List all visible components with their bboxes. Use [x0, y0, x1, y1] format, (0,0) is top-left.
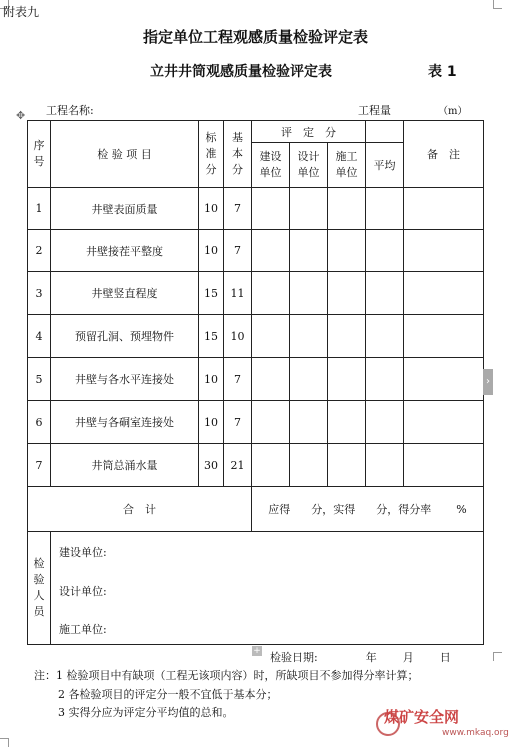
- annex-label: 附表九: [3, 5, 40, 19]
- remark-cell[interactable]: [404, 444, 484, 487]
- summary-percent: %: [456, 503, 467, 516]
- table-row: [28, 315, 484, 358]
- score-cell[interactable]: [252, 272, 290, 315]
- row-basic: 7: [224, 188, 252, 230]
- side-expand-tab[interactable]: ›: [483, 369, 493, 395]
- summary-actual: 分，实得: [311, 503, 356, 516]
- document-title: 指定单位工程观感质量检验评定表: [142, 28, 368, 46]
- remark-cell[interactable]: [404, 315, 484, 358]
- add-row-icon[interactable]: +: [253, 646, 261, 656]
- score-cell[interactable]: [366, 272, 404, 315]
- header-seq: 序 号: [28, 121, 51, 188]
- table-row: [28, 401, 484, 444]
- score-cell[interactable]: [366, 444, 404, 487]
- row-basic: 11: [224, 272, 252, 315]
- table-title: 立井井筒观感质量检验评定表: [150, 64, 332, 80]
- table-row: [28, 358, 484, 401]
- table-row: [28, 444, 484, 487]
- score-cell[interactable]: [252, 188, 290, 230]
- row-no: 7: [28, 444, 51, 487]
- row-standard: 30: [199, 444, 224, 487]
- score-cell[interactable]: [328, 230, 366, 272]
- construction-unit-label: 建设单位:: [59, 546, 107, 559]
- row-standard: 10: [199, 230, 224, 272]
- crop-mark: [493, 0, 502, 9]
- row-standard: 15: [199, 315, 224, 358]
- watermark-url: www.mkaq.org: [442, 728, 509, 738]
- row-no: 3: [28, 272, 51, 315]
- note-3: 3 实得分应为评定分平均值的总和。: [58, 706, 234, 719]
- evaluation-table: [27, 120, 484, 645]
- inspectors-cell[interactable]: [51, 532, 484, 645]
- row-no: 5: [28, 358, 51, 401]
- project-unit: （m）: [438, 106, 468, 117]
- row-no: 6: [28, 401, 51, 444]
- summary-formula: [252, 487, 484, 532]
- row-no: 4: [28, 315, 51, 358]
- score-cell[interactable]: [366, 230, 404, 272]
- table-number: 表 1: [428, 64, 457, 80]
- score-cell[interactable]: [366, 315, 404, 358]
- score-cell[interactable]: [290, 444, 328, 487]
- header-standard: 标 准 分: [199, 121, 224, 188]
- score-cell[interactable]: [290, 315, 328, 358]
- row-item: 井壁表面质量: [51, 188, 199, 230]
- row-standard: 15: [199, 272, 224, 315]
- remark-cell[interactable]: [404, 401, 484, 444]
- row-no: 1: [28, 188, 51, 230]
- remark-cell[interactable]: [404, 188, 484, 230]
- builder-unit-label: 施工单位:: [59, 623, 107, 636]
- crop-mark: [0, 738, 9, 747]
- table-row: [28, 272, 484, 315]
- score-cell[interactable]: [290, 401, 328, 444]
- row-item: 井壁接茬平整度: [51, 230, 199, 272]
- score-cell[interactable]: [290, 230, 328, 272]
- score-cell[interactable]: [290, 358, 328, 401]
- design-unit-label: 设计单位:: [59, 585, 107, 598]
- remark-cell[interactable]: [404, 230, 484, 272]
- inspection-date: 检验日期: 年 月 日: [270, 651, 451, 664]
- inspectors-row: [28, 532, 484, 645]
- header-item: 检 验 项 目: [51, 121, 199, 188]
- header-basic: 基 本 分: [224, 121, 252, 188]
- header-score-group: 评 定 分: [252, 121, 366, 143]
- header-remark: 备 注: [404, 121, 484, 188]
- summary-row: [28, 487, 484, 532]
- score-cell[interactable]: [252, 230, 290, 272]
- row-item: 井筒总涌水量: [51, 444, 199, 487]
- row-basic: 21: [224, 444, 252, 487]
- score-cell[interactable]: [328, 358, 366, 401]
- score-cell[interactable]: [366, 188, 404, 230]
- score-cell[interactable]: [328, 401, 366, 444]
- row-basic: 7: [224, 230, 252, 272]
- score-cell[interactable]: [328, 444, 366, 487]
- row-basic: 10: [224, 315, 252, 358]
- note-2: 2 各检验项目的评定分一般不宜低于基本分；: [58, 688, 278, 701]
- score-cell[interactable]: [328, 272, 366, 315]
- score-cell[interactable]: [252, 358, 290, 401]
- row-basic: 7: [224, 358, 252, 401]
- row-standard: 10: [199, 188, 224, 230]
- watermark-text: 煤矿安全网: [384, 708, 460, 726]
- score-cell[interactable]: [252, 315, 290, 358]
- remark-cell[interactable]: [404, 272, 484, 315]
- header-average: 平均: [366, 143, 404, 188]
- row-item: 井壁与各硐室连接处: [51, 401, 199, 444]
- header-score-blank: [366, 121, 404, 143]
- inspectors-label: 检 验 人 员: [28, 532, 51, 645]
- row-item: 预留孔洞、预埋物件: [51, 315, 199, 358]
- score-cell[interactable]: [366, 401, 404, 444]
- score-cell[interactable]: [290, 188, 328, 230]
- score-cell[interactable]: [366, 358, 404, 401]
- score-cell[interactable]: [290, 272, 328, 315]
- summary-rate: 分，得分率: [376, 503, 432, 516]
- row-item: 井壁与各水平连接处: [51, 358, 199, 401]
- project-name-label: 工程名称:: [46, 104, 94, 117]
- four-arrow-move-icon[interactable]: ✥: [16, 109, 26, 122]
- score-cell[interactable]: [252, 401, 290, 444]
- header-construction-unit: 建设 单位: [252, 143, 290, 188]
- crop-mark: [493, 652, 502, 661]
- table-row: [28, 188, 484, 230]
- summary-label: 合 计: [28, 487, 252, 532]
- score-cell[interactable]: [252, 444, 290, 487]
- row-no: 2: [28, 230, 51, 272]
- score-cell[interactable]: [328, 315, 366, 358]
- remark-cell[interactable]: [404, 358, 484, 401]
- header-design-unit: 设计 单位: [290, 143, 328, 188]
- header-builder-unit: 施工 单位: [328, 143, 366, 188]
- table-row: [28, 230, 484, 272]
- note-1: 注：1 检验项目中有缺项（工程无该项内容）时，所缺项目不参加得分率计算；: [34, 669, 419, 682]
- row-basic: 7: [224, 401, 252, 444]
- score-cell[interactable]: [328, 188, 366, 230]
- project-quantity-label: 工程量: [358, 104, 391, 117]
- summary-should: 应得: [268, 503, 291, 516]
- row-item: 井壁竖直程度: [51, 272, 199, 315]
- row-standard: 10: [199, 401, 224, 444]
- row-standard: 10: [199, 358, 224, 401]
